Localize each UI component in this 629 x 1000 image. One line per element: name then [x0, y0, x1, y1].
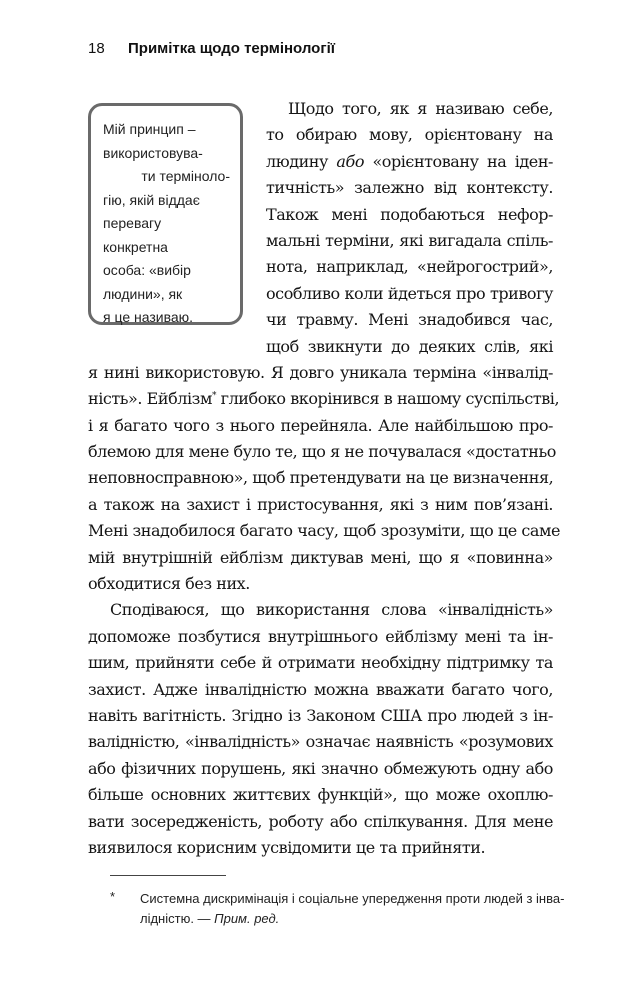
running-header	[88, 40, 335, 57]
text-line: Сподіваюся, що використання слова «інвалідність»	[110, 600, 553, 620]
pull-quote-line: особа: «вибір	[103, 262, 191, 278]
text-line: щоб звикнути до деяких слів, які	[266, 336, 553, 356]
text-line: чи травму. Мені знадобився час,	[266, 310, 553, 330]
text-line: людину або «орієнтовану на іден-	[266, 151, 553, 171]
text-line: особливо коли йдеться про тривогу	[266, 283, 553, 303]
text-line: я нині використовую. Я довго уникала терміна «інвалід-	[88, 362, 553, 382]
body-text	[88, 96, 561, 861]
text-line: виявилося корисним усвідомити це та прийняти.	[88, 837, 486, 857]
pull-quote-line: використовува-	[103, 144, 203, 161]
text-line: навіть вагітність. Згідно із Законом США про людей з ін-	[88, 705, 553, 725]
paragraph	[88, 96, 561, 597]
pull-quote-line: ти терміноло-	[141, 168, 230, 184]
text-line: тичність» залежно від контексту.	[266, 178, 553, 198]
text-line: а також на захист і пристосування, які з ним пов’язані.	[88, 494, 553, 514]
paragraph	[88, 597, 553, 861]
pull-quote-line: конкретна	[103, 238, 168, 255]
text-line: захист. Адже інвалідністю можна вважати багато чого,	[88, 679, 553, 699]
emphasis: або	[336, 151, 365, 171]
text-line: блемою для мене було те, що я не почувалася «достатньо	[88, 442, 556, 462]
footnote-reference: *	[211, 391, 217, 402]
footnote-divider	[110, 875, 226, 876]
text-line: вати зосередженість, роботу або спілкування. Для мене	[88, 811, 553, 831]
footnote	[110, 889, 565, 929]
running-title: Примітка щодо термінології	[128, 40, 335, 57]
text-line: то обираю мову, орієнтовану на	[266, 125, 553, 145]
text-line: ність». Ейблізм* глибоко вкорінився в нашому суспільстві,	[88, 389, 560, 409]
text-line: обходитися без них.	[88, 574, 250, 594]
footnote-line: лідністю. — Прим. ред.	[140, 911, 280, 926]
text-line: шим, прийняти себе й отримати необхідну підтримку та	[88, 653, 553, 673]
text-line: Щодо того, як я називаю себе,	[288, 99, 553, 118]
text-line: Мені знадобилося багато часу, щоб зрозуміти, що це саме	[88, 521, 561, 541]
text-line: допоможе позбутися внутрішнього ейблізму мені та ін-	[88, 626, 553, 646]
pull-quote-line: людини», як	[103, 285, 183, 302]
text-line: неповносправною», щоб претендувати на це визначення,	[88, 468, 554, 488]
text-line: і я багато чого з нього перейняла. Але найбільшою про-	[88, 415, 553, 435]
pull-quote-line: я це називаю.	[103, 309, 194, 325]
pull-quote-line: перевагу	[103, 215, 162, 231]
footnote-line: Системна дискримінація і соціальне упередження проти людей з інва-	[140, 891, 565, 906]
text-line: мальні терміни, які вигадала спіль-	[266, 230, 553, 250]
text-line: Також мені подобаються нефор-	[266, 204, 553, 224]
pull-quote-line: Мій принцип –	[103, 121, 196, 137]
page-number: 18	[88, 40, 105, 57]
text-line: або фізичних порушень, які значно обмежують одну або	[88, 758, 553, 778]
text-line: валідністю, «інвалідність» означає наявність «розумових	[88, 732, 553, 752]
editor-note: Прим. ред.	[214, 911, 280, 926]
text-line: нота, наприклад, «нейрогострий»,	[266, 257, 553, 277]
pull-quote-line: гію, якій віддає	[103, 191, 200, 208]
text-line: мій внутрішній ейблізм диктував мені, що я «повинна»	[88, 547, 553, 567]
footnote-marker: *	[110, 889, 116, 904]
text-line: більше основних життєвих функцій», що може охоплю-	[88, 785, 553, 805]
